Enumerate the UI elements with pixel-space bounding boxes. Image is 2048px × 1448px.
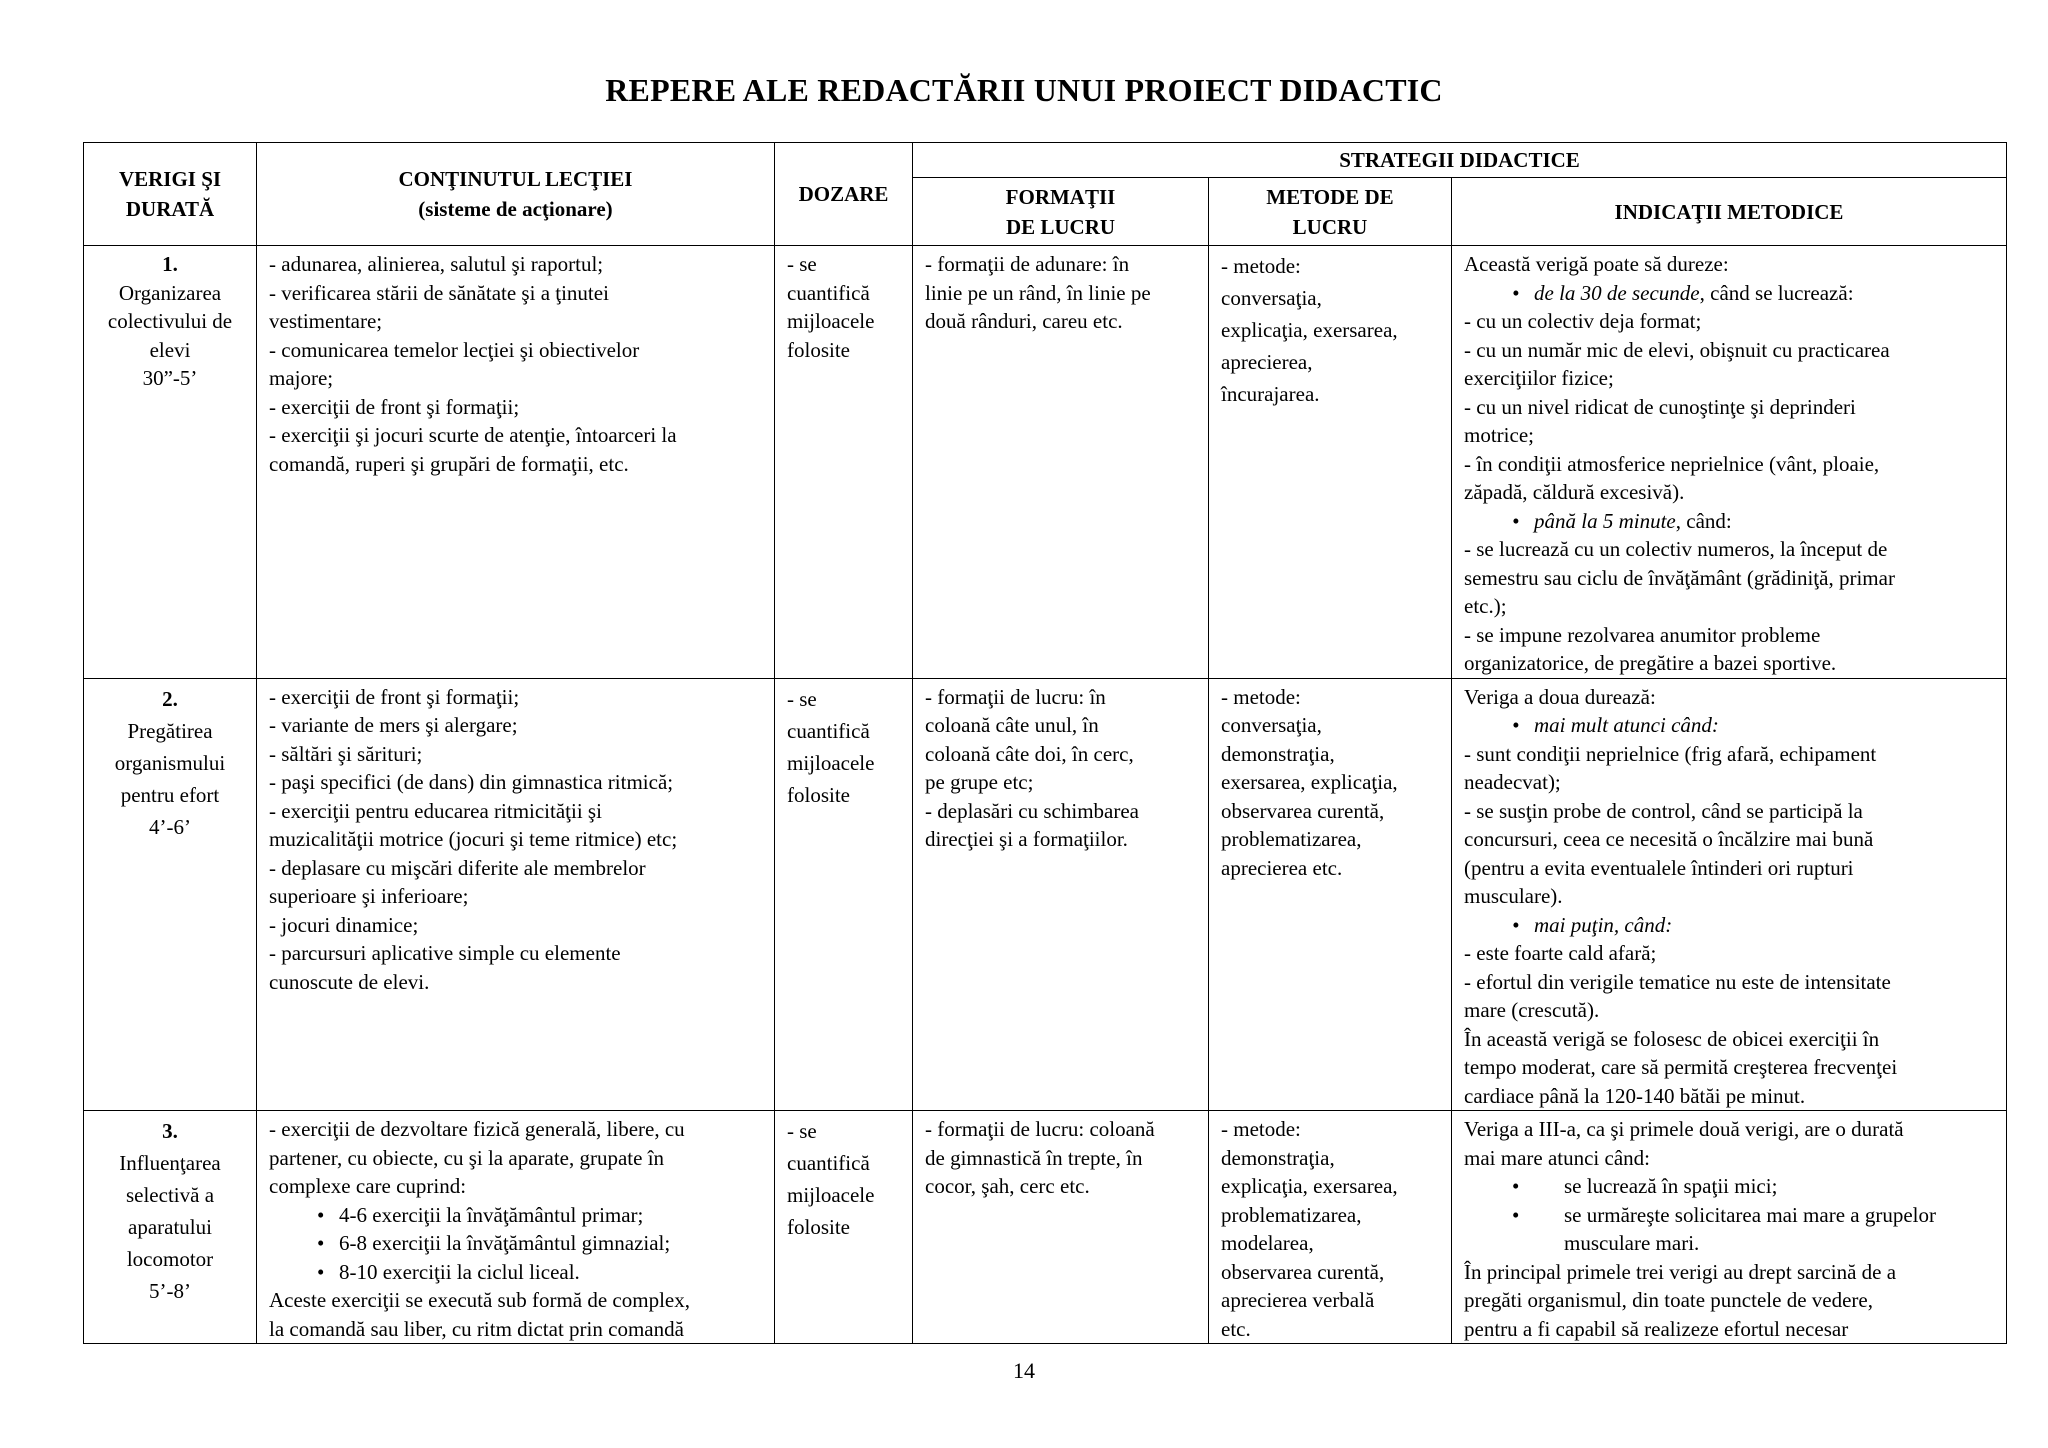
cell-metode: - metode: conversaţia, explicaţia, exersarea, aprecierea, încurajarea. [1209, 246, 1452, 679]
cell-metode: - metode: conversaţia, demonstraţia, exersarea, explicaţia, observarea curentă, problematizarea, aprecierea etc. [1209, 678, 1452, 1111]
header-formatii: FORMAŢII DE LUCRU [913, 178, 1209, 246]
bullet-item: • de la 30 de secunde, când se lucrează: [1464, 279, 1998, 308]
table-row [84, 678, 2007, 1111]
cell-verigi: 2. Pregătirea organismului pentru efort 4’-6’ [84, 678, 257, 1111]
cell-formatii: - formaţii de adunare: în linie pe un rând, în linie pe două rânduri, careu etc. [913, 246, 1209, 679]
page-number: 14 [1013, 1358, 1035, 1383]
cell-indicatii: Veriga a doua durează: • mai mult atunci când: - sunt condiţii neprielnice (frig afară, echipament neadecvat); - se susţin probe de control, când se participă la concursuri, ceea ce necesită o încălzire mai bună (pentru a evita eventualele întinderi ori rupturi musculare). • mai puţin, când: - este foarte cald afară; - efortul din verigile tematice nu este de intensitate mare (crescută). În această verigă se folosesc de obicei exerciţii în tempo moderat, care să permită creşterea frecvenţei cardiace până la 120-140 bătăi pe minut. [1452, 678, 2007, 1111]
bullet-item: • mai puţin, când: [1464, 911, 1998, 940]
cell-formatii: - formaţii de lucru: în coloană câte unul, în coloană câte doi, în cerc, pe grupe etc; - deplasări cu schimbarea direcţiei şi a formaţiilor. [913, 678, 1209, 1111]
cell-dozare: - se cuantifică mijloacele folosite [775, 246, 913, 679]
cell-formatii: - formaţii de lucru: coloană de gimnastică în trepte, în cocor, şah, cerc etc. [913, 1111, 1209, 1344]
bullet-item: • 8-10 exerciţii la ciclul liceal. [269, 1258, 766, 1287]
header-verigi: VERIGI ŞI DURATĂ [84, 143, 257, 246]
cell-metode: - metode: demonstraţia, explicaţia, exersarea, problematizarea, modelarea, observarea curentă, aprecierea verbală etc. [1209, 1111, 1452, 1344]
cell-verigi: 1. Organizarea colectivului de elevi 30”-5’ [84, 246, 257, 679]
bullet-item: • se lucrează în spaţii mici; [1464, 1172, 1998, 1201]
cell-verigi: 3. Influenţarea selectivă a aparatului locomotor 5’-8’ [84, 1111, 257, 1344]
lesson-plan-table [83, 142, 2007, 1344]
page-title: REPERE ALE REDACTĂRII UNUI PROIECT DIDACTIC [605, 72, 1443, 108]
bullet-item: • până la 5 minute, când: [1464, 507, 1998, 536]
bullet-item: • 6-8 exerciţii la învăţământul gimnazial; [269, 1229, 766, 1258]
cell-continut: - exerciţii de front şi formaţii; - variante de mers şi alergare; - săltări şi sărituri; - paşi specifici (de dans) din gimnastica ritmică; - exerciţii pentru educarea ritmicităţii şi muzicalităţii motrice (jocuri şi teme ritmice) etc; - deplasare cu mişcări diferite ale membrelor superioare şi inferioare; - jocuri dinamice; - parcursuri aplicative simple cu elemente cunoscute de elevi. [257, 678, 775, 1111]
cell-dozare: - se cuantifică mijloacele folosite [775, 1111, 913, 1344]
header-dozare: DOZARE [775, 143, 913, 246]
cell-indicatii: Această verigă poate să dureze: • de la 30 de secunde, când se lucrează: - cu un colectiv deja format; - cu un număr mic de elevi, obişnuit cu practicarea exerciţiilor fizice; - cu un nivel ridicat de cunoştinţe şi deprinderi motrice; - în condiţii atmosferice neprielnice (vânt, ploaie, zăpadă, căldură excesivă). • până la 5 minute, când: - se lucrează cu un colectiv numeros, la început de semestru sau ciclu de învăţământ (grădiniţă, primar etc.); - se impune rezolvarea anumitor probleme organizatorice, de pregătire a bazei sportive. [1452, 246, 2007, 679]
cell-continut: - adunarea, alinierea, salutul şi raportul; - verificarea stării de sănătate şi a ţinutei vestimentare; - comunicarea temelor lecţiei şi obiectivelor majore; - exerciţii de front şi formaţii; - exerciţii şi jocuri scurte de atenţie, întoarceri la comandă, ruperi şi grupări de formaţii, etc. [257, 246, 775, 679]
header-metode: METODE DE LUCRU [1209, 178, 1452, 246]
bullet-item: • 4-6 exerciţii la învăţământul primar; [269, 1201, 766, 1230]
cell-dozare: - se cuantifică mijloacele folosite [775, 678, 913, 1111]
header-indicatii: INDICAŢII METODICE [1452, 178, 2007, 246]
header-strategii: STRATEGII DIDACTICE [913, 143, 2007, 178]
header-row-top [84, 143, 2007, 178]
bullet-item: • se urmăreşte solicitarea mai mare a grupelor [1464, 1201, 1998, 1230]
bullet-item: • mai mult atunci când: [1464, 711, 1998, 740]
header-continut: CONŢINUTUL LECŢIEI (sisteme de acţionare) [257, 143, 775, 246]
table-row [84, 246, 2007, 679]
table-row [84, 1111, 2007, 1344]
cell-continut: - exerciţii de dezvoltare fizică generală, libere, cu partener, cu obiecte, cu şi la aparate, grupate în complexe care cuprind: • 4-6 exerciţii la învăţământul primar; • 6-8 exerciţii la învăţământul gimnazial; • 8-10 exerciţii la ciclul liceal. Aceste exerciţii se execută sub formă de complex, la comandă sau liber, cu ritm dictat prin comandă [257, 1111, 775, 1344]
cell-indicatii: Veriga a III-a, ca şi primele două verigi, are o durată mai mare atunci când: • se lucrează în spaţii mici; • se urmăreşte solicitarea mai mare a grupelor musculare mari. În principal primele trei verigi au drept sarcină de a pregăti organismul, din toate punctele de vedere, pentru a fi capabil să realizeze efortul necesar [1452, 1111, 2007, 1344]
